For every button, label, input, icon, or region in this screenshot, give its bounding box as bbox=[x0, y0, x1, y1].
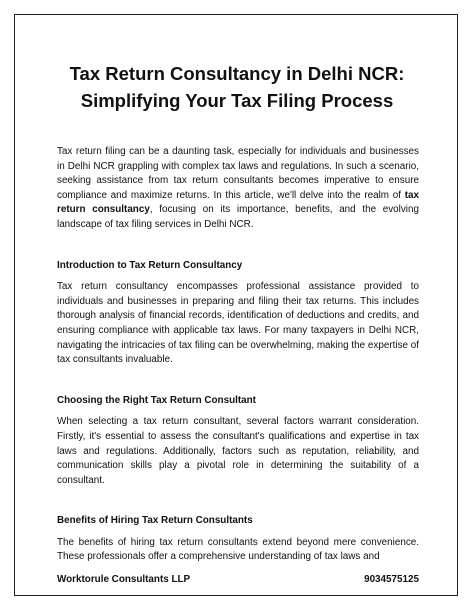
intro-paragraph bbox=[57, 145, 419, 233]
title-line-2: Simplifying Your Tax Filing Process bbox=[80, 90, 394, 111]
footer-company-name: Worktorule Consultants LLP bbox=[57, 574, 191, 585]
section-body-introduction: Tax return consultancy encompasses professional assistance provided to individuals and businesses in preparing and filing their tax returns. This includes thorough analysis of financial records, identification of deductions and credits, and ensuring compliance with applicable tax laws. For many taxpayers in Delhi NCR, navigating the intricacies of tax filing can be overwhelming, making the expertise of tax consultants invaluable. bbox=[57, 281, 419, 366]
section-heading-introduction: Introduction to Tax Return Consultancy bbox=[57, 259, 243, 271]
intro-keyword: tax return consultancy bbox=[57, 189, 419, 216]
section-body-benefits: The benefits of hiring tax return consultants extend beyond mere convenience. These professionals offer a comprehensive understanding of tax laws and bbox=[57, 536, 419, 563]
title-line-1: Tax Return Consultancy in Delhi NCR: bbox=[69, 63, 405, 84]
document-title bbox=[30, 60, 444, 114]
section-heading-benefits: Benefits of Hiring Tax Return Consultants bbox=[57, 515, 253, 527]
intro-text-end: , focusing on its importance, benefits, and the evolving landscape of tax filing services in Delhi NCR. bbox=[57, 204, 419, 230]
intro-text-start: Tax return filing can be a daunting task, especially for individuals and businesses in Delhi NCR grappling with complex tax laws and regulations. In such a scenario, seeking assistance from tax return consultants becomes imperative to ensure compliance and maximize returns. In this article, we'll delve into the realm of bbox=[57, 146, 419, 201]
document-body bbox=[57, 145, 419, 565]
footer-phone-number: 9034575125 bbox=[364, 574, 419, 585]
section-heading-choosing: Choosing the Right Tax Return Consultant bbox=[57, 394, 256, 406]
section-body-choosing: When selecting a tax return consultant, several factors warrant consideration. Firstly, it's essential to assess the consultant's qualifications and expertise in tax laws and regulations. Additionally, factors such as reputation, reliability, and communication skills play a pivotal role in determining the suitability of a consultant. bbox=[57, 416, 419, 486]
